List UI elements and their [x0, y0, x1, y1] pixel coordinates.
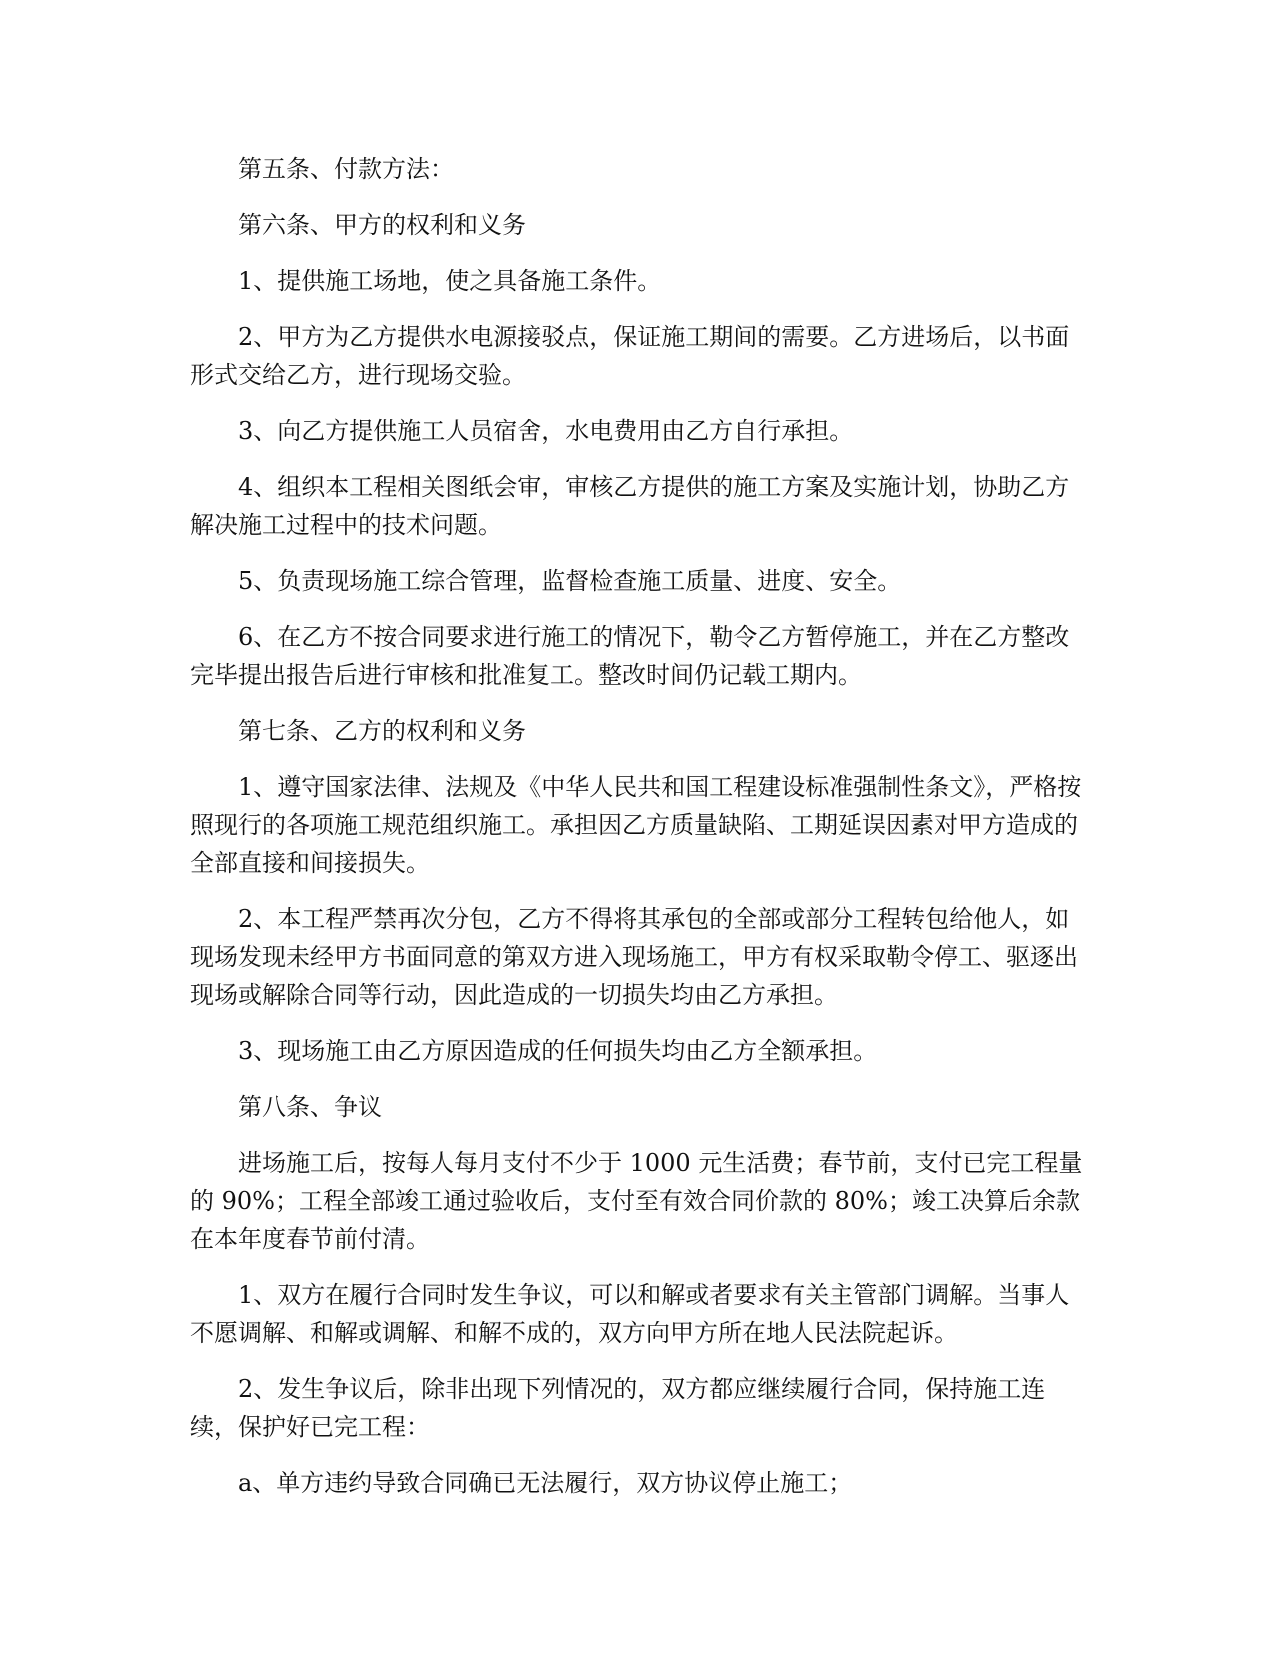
paragraph: 2、甲方为乙方提供水电源接驳点，保证施工期间的需要。乙方进场后，以书面形式交给乙方，进行现场交验。 — [190, 323, 1070, 389]
paragraph: 第六条、甲方的权利和义务 — [238, 211, 526, 239]
paragraph: 3、现场施工由乙方原因造成的任何损失均由乙方全额承担。 — [238, 1037, 878, 1065]
paragraph: a、单方违约导致合同确已无法履行，双方协议停止施工； — [238, 1469, 853, 1497]
paragraph: 6、在乙方不按合同要求进行施工的情况下，勒令乙方暂停施工，并在乙方整改完毕提出报告后进行审核和批准复工。整改时间仍记载工期内。 — [190, 623, 1070, 689]
paragraph: 5、负责现场施工综合管理，监督检查施工质量、进度、安全。 — [238, 567, 902, 595]
paragraph: 2、本工程严禁再次分包，乙方不得将其承包的全部或部分工程转包给他人，如现场发现未经甲方书面同意的第双方进入现场施工，甲方有权采取勒令停工、驱逐出现场或解除合同等行动，因此造成的一切损失均由乙方承担。 — [190, 905, 1078, 1009]
paragraph: 1、遵守国家法律、法规及《中华人民共和国工程建设标准强制性条文》，严格按照现行的各项施工规范组织施工。承担因乙方质量缺陷、工期延误因素对甲方造成的全部直接和间接损失。 — [190, 773, 1082, 877]
paragraph: 1、双方在履行合同时发生争议，可以和解或者要求有关主管部门调解。当事人不愿调解、和解或调解、和解不成的，双方向甲方所在地人民法院起诉。 — [190, 1281, 1070, 1347]
document-body — [190, 150, 1090, 1520]
paragraph: 第八条、争议 — [238, 1093, 382, 1121]
paragraph: 进场施工后，按每人每月支付不少于 1000 元生活费；春节前，支付已完工程量的 90%；工程全部竣工通过验收后，支付至有效合同价款的 80%；竣工决算后余款在本年度春节前付清。 — [190, 1149, 1083, 1253]
paragraph: 第七条、乙方的权利和义务 — [238, 717, 526, 745]
paragraph: 4、组织本工程相关图纸会审，审核乙方提供的施工方案及实施计划，协助乙方解决施工过程中的技术问题。 — [190, 473, 1070, 539]
paragraph: 第五条、付款方法： — [238, 155, 454, 183]
paragraph: 1、提供施工场地，使之具备施工条件。 — [238, 267, 662, 295]
paragraph: 2、发生争议后，除非出现下列情况的，双方都应继续履行合同，保持施工连续，保护好已完工程： — [190, 1375, 1046, 1441]
paragraph: 3、向乙方提供施工人员宿舍，水电费用由乙方自行承担。 — [238, 417, 854, 445]
